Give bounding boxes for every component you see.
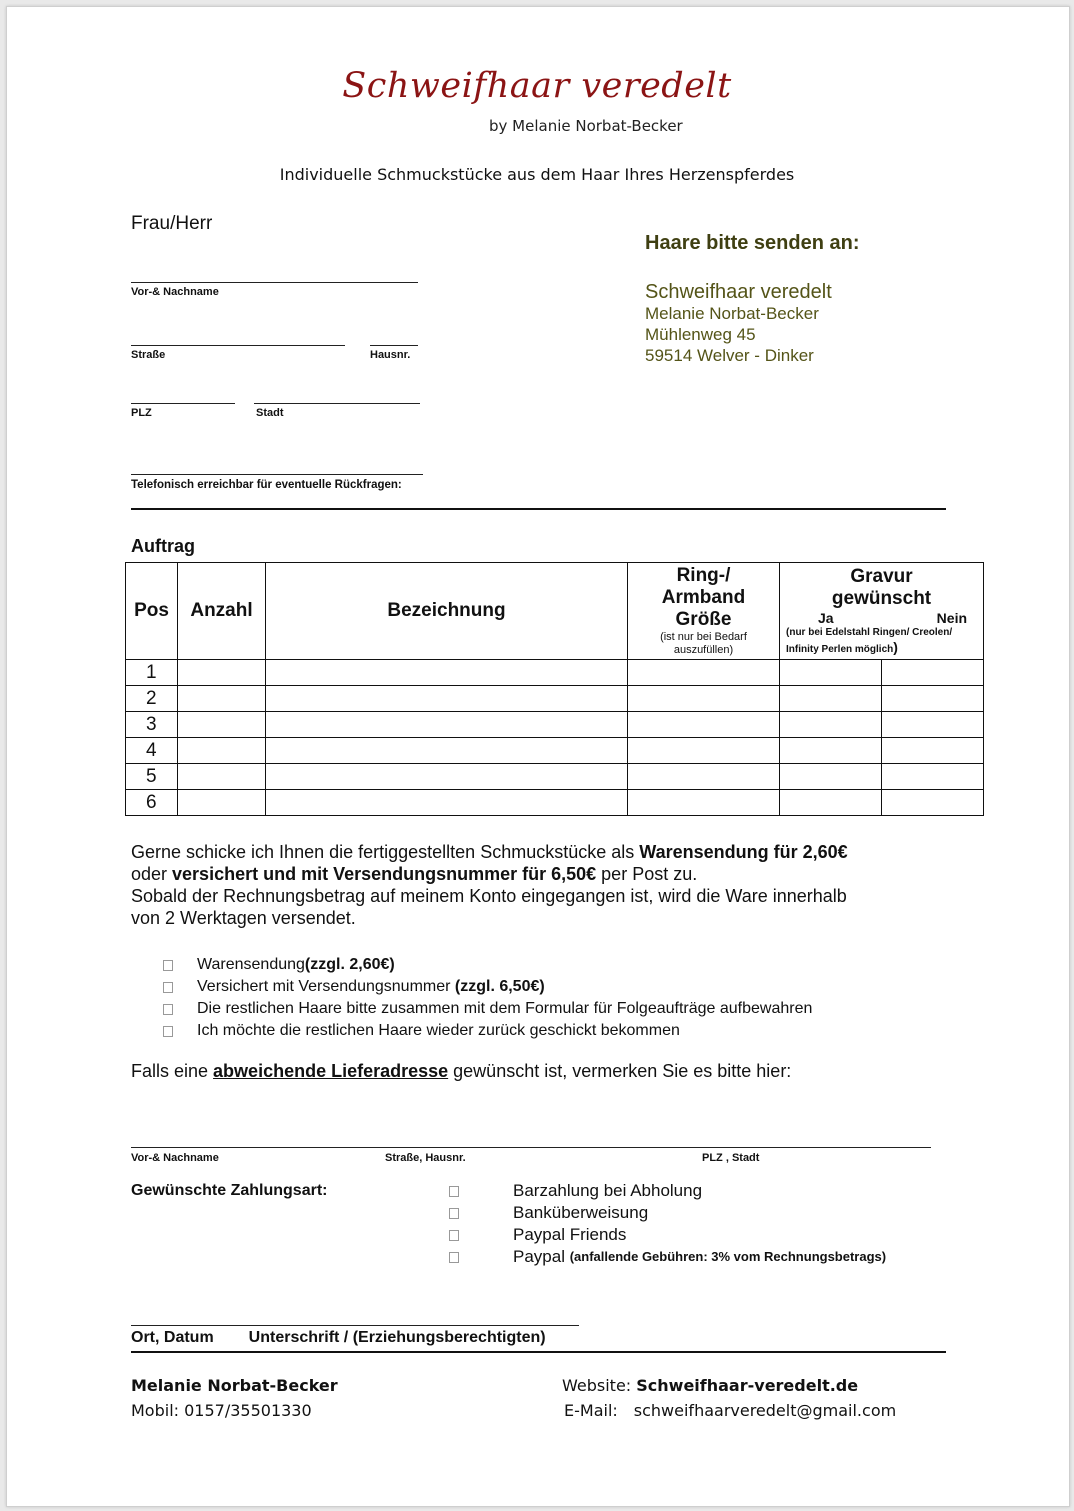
footer-email bbox=[564, 1401, 896, 1420]
footer-name: Melanie Norbat-Becker bbox=[131, 1376, 338, 1395]
engraving-no-cell[interactable] bbox=[882, 712, 984, 738]
house-number-field[interactable] bbox=[370, 345, 418, 346]
alt-text-1: Falls eine bbox=[131, 1061, 214, 1081]
signature-label: Unterschrift / (Erziehungsberechtigten) bbox=[248, 1329, 546, 1346]
street-label: Straße bbox=[131, 349, 166, 361]
col-engr-note3: ) bbox=[893, 638, 898, 655]
city-field[interactable] bbox=[254, 403, 420, 404]
size-cell[interactable] bbox=[628, 660, 780, 686]
engraving-no-cell[interactable] bbox=[882, 686, 984, 712]
brand-byline: by Melanie Norbat-Becker bbox=[489, 117, 683, 135]
name-field[interactable] bbox=[131, 282, 418, 283]
checkbox-bank-transfer[interactable] bbox=[449, 1208, 459, 1219]
col-size-line1: Ring-/ bbox=[676, 565, 731, 586]
send-to-street: Mühlenweg 45 bbox=[645, 325, 756, 344]
size-cell[interactable] bbox=[628, 738, 780, 764]
col-size-note2: auszufüllen) bbox=[673, 644, 734, 656]
row-pos: 2 bbox=[126, 686, 178, 712]
col-qty: Anzahl bbox=[178, 563, 266, 660]
qty-cell[interactable] bbox=[178, 660, 266, 686]
engraving-yes-cell[interactable] bbox=[780, 738, 882, 764]
city-label: Stadt bbox=[256, 407, 284, 419]
col-size-line3: Größe bbox=[675, 609, 732, 630]
size-cell[interactable] bbox=[628, 790, 780, 816]
tagline: Individuelle Schmuckstücke aus dem Haar Ihres Herzenspferdes bbox=[279, 165, 795, 184]
zip-label: PLZ bbox=[131, 407, 152, 419]
shipping-text-3: oder bbox=[131, 864, 173, 884]
website-link[interactable]: Schweifhaar-veredelt.de bbox=[636, 1376, 859, 1395]
col-size-note1: (ist nur bei Bedarf bbox=[660, 631, 747, 643]
checkbox-paypal[interactable] bbox=[449, 1252, 459, 1263]
engraving-no-cell[interactable] bbox=[882, 790, 984, 816]
qty-cell[interactable] bbox=[178, 712, 266, 738]
row-pos: 6 bbox=[126, 790, 178, 816]
alt-text-2: abweichende Lieferadresse bbox=[213, 1061, 449, 1081]
col-size bbox=[628, 563, 780, 660]
email-label: E-Mail: bbox=[564, 1401, 618, 1420]
shipping-paragraph bbox=[131, 841, 961, 929]
alt-city-label: PLZ , Stadt bbox=[702, 1152, 760, 1164]
shipping-text-7: von 2 Werktagen versendet. bbox=[131, 908, 356, 928]
send-to-city: 59514 Welver - Dinker bbox=[645, 346, 814, 365]
alt-street-label: Straße, Hausnr. bbox=[385, 1152, 466, 1164]
engraving-yes-cell[interactable] bbox=[780, 790, 882, 816]
alt-address-field[interactable] bbox=[131, 1147, 931, 1148]
payment-option-label: Banküberweisung bbox=[513, 1203, 649, 1222]
send-to-heading: Haare bitte senden an: bbox=[645, 232, 860, 254]
col-engr-note1: (nur bei Edelstahl Ringen/ Creolen/ bbox=[786, 626, 953, 638]
description-cell[interactable] bbox=[266, 712, 628, 738]
option-label: Versichert mit Versendungsnummer bbox=[197, 978, 455, 995]
street-field[interactable] bbox=[131, 345, 345, 346]
qty-cell[interactable] bbox=[178, 764, 266, 790]
col-engr-line2: gewünscht bbox=[831, 587, 932, 609]
website-label: Website: bbox=[562, 1376, 637, 1395]
option-label: Warensendung bbox=[197, 956, 305, 973]
checkbox-versichert[interactable] bbox=[163, 982, 173, 993]
order-row bbox=[126, 660, 984, 686]
row-pos: 4 bbox=[126, 738, 178, 764]
checkbox-warensendung[interactable] bbox=[163, 960, 173, 971]
col-size-line2: Armband bbox=[661, 587, 746, 608]
col-engr-note2: Infinity Perlen möglich bbox=[786, 643, 894, 655]
email-link[interactable]: schweifhaarveredelt@gmail.com bbox=[633, 1401, 897, 1420]
payment-option-label: Paypal Friends bbox=[513, 1225, 627, 1244]
order-row bbox=[126, 790, 984, 816]
col-engr-line1: Gravur bbox=[850, 565, 913, 587]
size-cell[interactable] bbox=[628, 764, 780, 790]
col-engr-yes: Ja bbox=[818, 609, 834, 626]
order-row bbox=[126, 712, 984, 738]
footer-website bbox=[562, 1376, 858, 1395]
option-price: (zzgl. 6,50€) bbox=[454, 978, 545, 995]
row-pos: 5 bbox=[126, 764, 178, 790]
col-engraving bbox=[780, 563, 984, 660]
order-row bbox=[126, 764, 984, 790]
signature-labels bbox=[131, 1329, 546, 1347]
col-engr-no: Nein bbox=[936, 609, 968, 626]
col-description: Bezeichnung bbox=[266, 563, 628, 660]
checkbox-cash[interactable] bbox=[449, 1186, 459, 1197]
brand-title: Schweifhaar veredelt bbox=[342, 66, 732, 106]
engraving-yes-cell[interactable] bbox=[780, 764, 882, 790]
payment-option-label: Barzahlung bei Abholung bbox=[513, 1181, 703, 1200]
send-to-person: Melanie Norbat-Becker bbox=[645, 304, 819, 323]
payment-fee-note: (anfallende Gebühren: 3% vom Rechnungsbetrags) bbox=[569, 1249, 887, 1264]
order-row bbox=[126, 686, 984, 712]
divider bbox=[131, 508, 946, 510]
shipping-text-4: versichert und mit Versendungsnummer für 6,50€ bbox=[172, 864, 597, 884]
shipping-text-6: Sobald der Rechnungsbetrag auf meinem Konto eingegangen ist, wird die Ware innerhalb bbox=[131, 886, 847, 906]
house-number-label: Hausnr. bbox=[370, 349, 411, 361]
option-label: Die restlichen Haare bitte zusammen mit dem Formular für Folgeaufträge aufbewahren bbox=[197, 1000, 813, 1017]
qty-cell[interactable] bbox=[178, 738, 266, 764]
zip-field[interactable] bbox=[131, 403, 235, 404]
description-cell[interactable] bbox=[266, 738, 628, 764]
col-pos: Pos bbox=[126, 563, 178, 660]
option-label: Ich möchte die restlichen Haare wieder zurück geschickt bekommen bbox=[197, 1022, 680, 1039]
description-cell[interactable] bbox=[266, 764, 628, 790]
footer-mobile: Mobil: 0157/35501330 bbox=[131, 1401, 312, 1420]
size-cell[interactable] bbox=[628, 712, 780, 738]
order-table bbox=[125, 562, 984, 816]
description-cell[interactable] bbox=[266, 790, 628, 816]
place-date-label: Ort, Datum bbox=[131, 1329, 214, 1346]
alt-address-text bbox=[131, 1061, 791, 1082]
order-title: Auftrag bbox=[131, 536, 195, 556]
engraving-yes-cell[interactable] bbox=[780, 686, 882, 712]
greeting-label: Frau/Herr bbox=[131, 213, 213, 234]
alt-name-label: Vor-& Nachname bbox=[131, 1152, 219, 1164]
engraving-no-cell[interactable] bbox=[882, 660, 984, 686]
shipping-text-1: Gerne schicke ich Ihnen die fertiggestellten Schmuckstücke als bbox=[131, 842, 640, 862]
size-cell[interactable] bbox=[628, 686, 780, 712]
name-label: Vor-& Nachname bbox=[131, 286, 219, 298]
engraving-yes-cell[interactable] bbox=[780, 712, 882, 738]
engraving-yes-cell[interactable] bbox=[780, 660, 882, 686]
qty-cell[interactable] bbox=[178, 790, 266, 816]
engraving-no-cell[interactable] bbox=[882, 738, 984, 764]
payment-option-label: Paypal bbox=[513, 1247, 570, 1266]
alt-text-3: gewünscht ist, vermerken Sie es bitte hier: bbox=[448, 1061, 792, 1081]
checkbox-return-hair[interactable] bbox=[163, 1026, 173, 1037]
description-cell[interactable] bbox=[266, 686, 628, 712]
row-pos: 3 bbox=[126, 712, 178, 738]
qty-cell[interactable] bbox=[178, 686, 266, 712]
send-to-company: Schweifhaar veredelt bbox=[645, 281, 832, 303]
option-price: (zzgl. 2,60€) bbox=[304, 956, 395, 973]
row-pos: 1 bbox=[126, 660, 178, 686]
phone-field[interactable] bbox=[131, 474, 423, 475]
checkbox-keep-hair[interactable] bbox=[163, 1004, 173, 1015]
description-cell[interactable] bbox=[266, 660, 628, 686]
signature-field[interactable] bbox=[131, 1325, 579, 1326]
checkbox-paypal-friends[interactable] bbox=[449, 1230, 459, 1241]
engraving-no-cell[interactable] bbox=[882, 764, 984, 790]
payment-options bbox=[449, 1180, 886, 1268]
shipping-text-5: per Post zu. bbox=[596, 864, 698, 884]
payment-label: Gewünschte Zahlungsart: bbox=[131, 1182, 328, 1199]
shipping-text-2: Warensendung für 2,60€ bbox=[639, 842, 848, 862]
order-row bbox=[126, 738, 984, 764]
phone-label: Telefonisch erreichbar für eventuelle Rückfragen: bbox=[131, 479, 402, 491]
footer-divider bbox=[131, 1351, 946, 1353]
shipping-options bbox=[163, 954, 812, 1042]
